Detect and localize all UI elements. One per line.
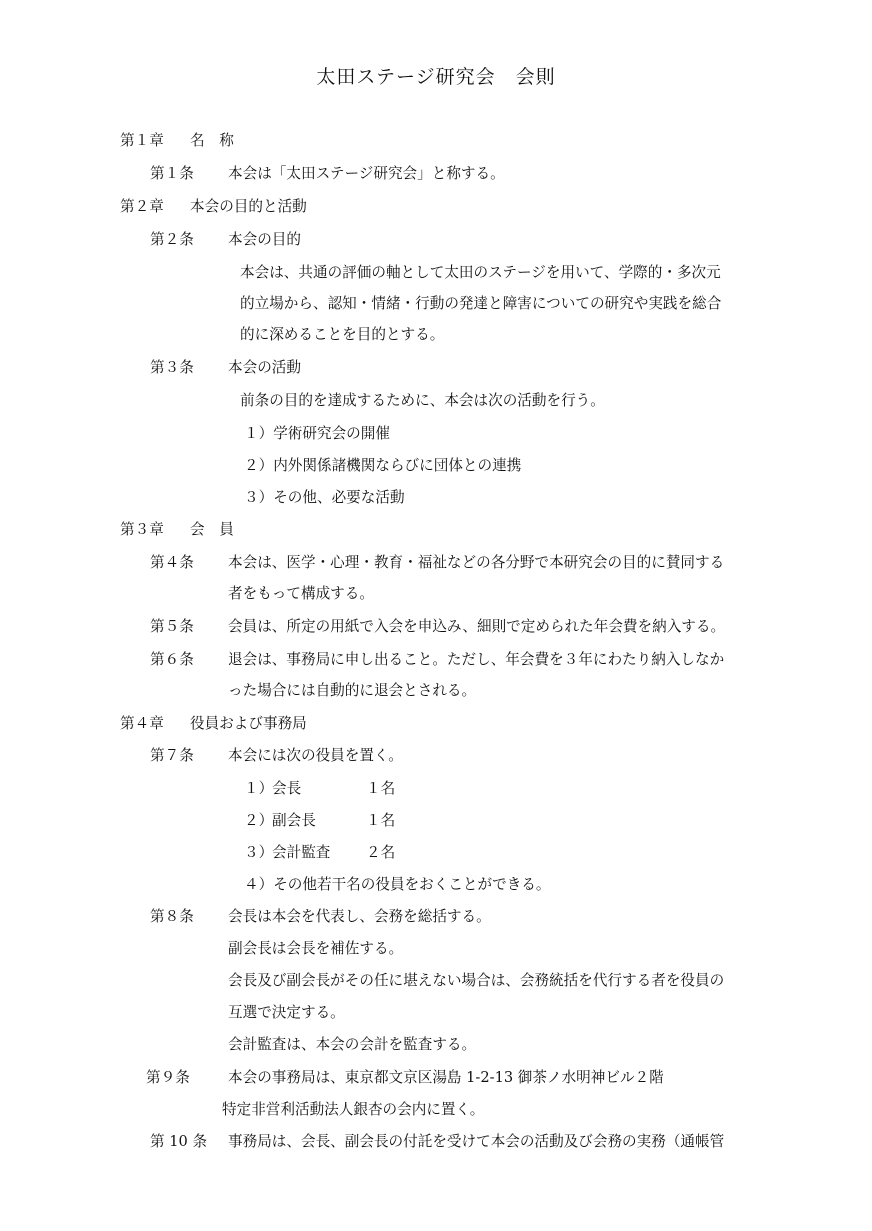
officer-role: 会長 bbox=[272, 780, 302, 797]
article-4-label: 第４条 bbox=[150, 554, 194, 571]
officer-count: １名 bbox=[366, 812, 396, 829]
chapter-1-label: 第１章 bbox=[120, 132, 164, 149]
article-1-text: 本会は「太田ステージ研究会」と称する。 bbox=[228, 165, 505, 182]
article-4-line: 者をもって構成する。 bbox=[228, 585, 374, 602]
article-3-heading: 本会の活動 bbox=[228, 359, 301, 376]
officer-num: ２） bbox=[244, 812, 274, 829]
article-2-label: 第２条 bbox=[150, 231, 194, 248]
article-2-heading: 本会の目的 bbox=[228, 231, 301, 248]
article-10-text: 事務局は、会長、副会長の付託を受けて本会の活動及び会務の実務（通帳管 bbox=[228, 1133, 725, 1150]
article-3-label: 第３条 bbox=[150, 359, 194, 376]
article-9-line: 特定非営利活動法人銀杏の会内に置く。 bbox=[222, 1101, 485, 1118]
article-7-label: 第７条 bbox=[150, 747, 194, 764]
article-1-label: 第１条 bbox=[150, 165, 194, 182]
article-3-item: １）学術研究会の開催 bbox=[244, 425, 390, 442]
article-8-line: 会長は本会を代表し、会務を総括する。 bbox=[228, 908, 491, 925]
chapter-2-name: 本会の目的と活動 bbox=[190, 198, 307, 215]
article-3-item: ３）その他、必要な活動 bbox=[244, 489, 405, 506]
article-7-other: ４）その他若干名の役員をおくことができる。 bbox=[244, 876, 551, 893]
officer-count: ２名 bbox=[366, 844, 396, 861]
article-3-intro: 前条の目的を達成するために、本会は次の活動を行う。 bbox=[240, 392, 605, 409]
document-title: 太田ステージ研究会 会則 bbox=[316, 66, 556, 88]
article-7-text: 本会には次の役員を置く。 bbox=[228, 747, 403, 764]
article-8-line: 互選で決定する。 bbox=[228, 1004, 345, 1021]
article-8-line: 副会長は会長を補佐する。 bbox=[228, 940, 404, 957]
article-2-line: 本会は、共通の評価の軸として太田のステージを用いて、学際的・多次元 bbox=[240, 264, 721, 281]
article-10-label: 第 10 条 bbox=[150, 1133, 208, 1150]
article-6-label: 第６条 bbox=[150, 651, 194, 668]
article-6-line: 退会は、事務局に申し出ること。ただし、年会費を３年にわたり納入しなか bbox=[228, 651, 725, 668]
chapter-4-label: 第４章 bbox=[120, 715, 164, 732]
officer-role: 会計監査 bbox=[272, 844, 331, 861]
article-5-text: 会員は、所定の用紙で入会を申込み、細則で定められた年会費を納入する。 bbox=[228, 618, 726, 635]
article-8-label: 第８条 bbox=[150, 908, 194, 925]
article-9-label: 第９条 bbox=[146, 1069, 190, 1086]
officer-count: １名 bbox=[366, 780, 396, 797]
officer-num: １） bbox=[244, 780, 274, 797]
article-6-line: った場合には自動的に退会とされる。 bbox=[228, 682, 477, 699]
article-5-label: 第５条 bbox=[150, 618, 194, 635]
article-2-line: 的立場から、認知・情緒・行動の発達と障害についての研究や実践を総合 bbox=[240, 295, 722, 312]
article-8-line: 会計監査は、本会の会計を監査する。 bbox=[228, 1036, 477, 1053]
article-9-line: 本会の事務局は、東京都文京区湯島 1-2-13 御茶ノ水明神ビル２階 bbox=[228, 1069, 664, 1086]
officer-role: 副会長 bbox=[272, 812, 316, 829]
article-4-line: 本会は、医学・心理・教育・福祉などの各分野で本研究会の目的に賛同する bbox=[228, 554, 725, 571]
chapter-3-name: 会 員 bbox=[190, 521, 234, 538]
chapter-3-label: 第３章 bbox=[120, 521, 164, 538]
chapter-4-name: 役員および事務局 bbox=[190, 715, 307, 732]
article-2-line: 的に深めることを目的とする。 bbox=[240, 326, 445, 343]
chapter-1-name: 名 称 bbox=[190, 132, 234, 149]
officer-num: ３） bbox=[244, 844, 274, 861]
article-8-line: 会長及び副会長がその任に堪えない場合は、会務統括を代行する者を役員の bbox=[228, 972, 725, 989]
article-3-item: ２）内外関係諸機関ならびに団体との連携 bbox=[244, 457, 522, 474]
chapter-2-label: 第２章 bbox=[120, 198, 164, 215]
